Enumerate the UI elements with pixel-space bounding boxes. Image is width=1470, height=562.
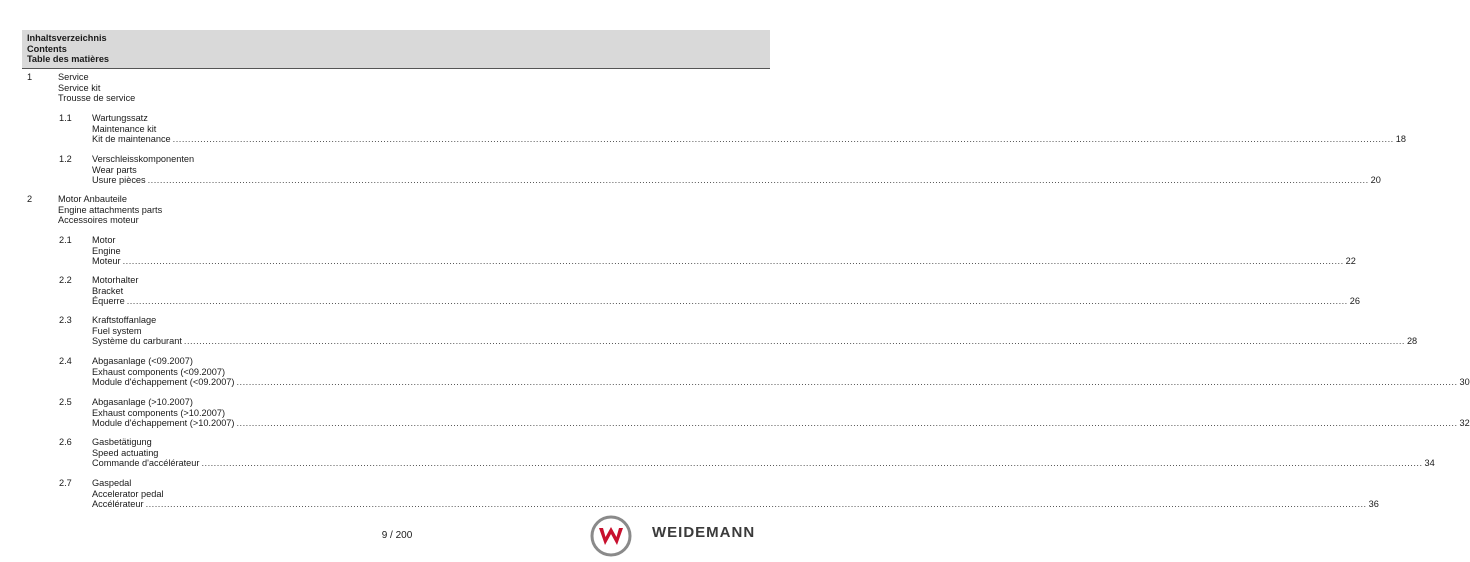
section-title-de: Service [58,72,89,82]
leader-dots: ................................................................................................................................................................................................................................................................................................................................................................................................................ [236,377,1458,387]
brand-wordmark: WEIDEMANN [652,524,756,541]
leader-dots: ................................................................................................................................................................................................................................................................................................................................................................................................................ [183,336,1405,346]
section-title-fr: Accessoires moteur [58,215,139,225]
toc-entry-link[interactable] [92,175,1381,186]
entry-title-fr: Commande d'accélérateur [92,458,200,468]
entry-page-number: 30 [1459,377,1470,387]
entry-page-number: 20 [1370,175,1381,185]
leader-dots: ................................................................................................................................................................................................................................................................................................................................................................................................................ [236,418,1458,428]
entry-title-fr: Moteur [92,256,121,266]
entry-title-fr: Usure pièces [92,175,146,185]
entry-number: 2.6 [59,437,72,447]
entry-number: 2.7 [59,478,72,488]
entry-title-en: Wear parts [92,164,137,175]
entry-page-number: 32 [1459,418,1470,428]
section-title-fr: Trousse de service [58,93,136,103]
entry-title-de: Abgasanlage (<09.2007) [92,356,193,366]
entry-title-de: Verschleisskomponenten [92,154,195,164]
entry-number: 2.3 [59,315,72,325]
toc-entry-link[interactable] [92,377,1470,388]
section-title-en: Engine attachments parts [58,204,163,215]
entry-title-fr: Équerre [92,296,125,306]
entry-title-fr: Kit de maintenance [92,134,171,144]
leader-dots: ................................................................................................................................................................................................................................................................................................................................................................................................................ [145,499,1367,509]
entry-title-de: Motor [92,235,116,245]
entry-page-number: 36 [1368,499,1379,509]
leader-dots: ................................................................................................................................................................................................................................................................................................................................................................................................................ [122,256,1344,266]
toc-entry-link[interactable] [92,256,1356,267]
entry-title-fr: Accélérateur [92,499,144,509]
toc-title-fr: Table des matières [27,54,110,64]
entry-title-en: Fuel system [92,325,142,336]
toc-entry-link[interactable] [92,134,1406,145]
section-title-en: Service kit [58,82,101,93]
entry-page-number: 28 [1406,336,1418,346]
leader-dots: ................................................................................................................................................................................................................................................................................................................................................................................................................ [172,134,1394,144]
leader-dots: ................................................................................................................................................................................................................................................................................................................................................................................................................ [201,458,1423,468]
toc-entry-link[interactable] [92,418,1470,429]
toc-entry-link[interactable] [92,336,1418,347]
entry-title-en: Engine [92,245,121,256]
entry-title-en: Bracket [92,285,124,296]
header-divider [22,68,770,69]
entry-title-en: Exhaust components (>10.2007) [92,407,226,418]
toc-header [22,30,770,68]
entry-number: 1.2 [59,154,72,164]
toc-title-en: Contents [27,43,67,54]
entry-title-fr: Système du carburant [92,336,182,346]
entry-title-en: Exhaust components (<09.2007) [92,366,226,377]
entry-title-de: Abgasanlage (>10.2007) [92,397,193,407]
entry-page-number: 18 [1395,134,1406,144]
leader-dots: ................................................................................................................................................................................................................................................................................................................................................................................................................ [126,296,1348,306]
entry-number: 2.1 [59,235,72,245]
entry-title-de: Motorhalter [92,275,139,285]
section-title-de: Motor Anbauteile [58,194,127,204]
entry-title-de: Gaspedal [92,478,132,488]
section-number: 2 [27,194,33,204]
entry-title-en: Accelerator pedal [92,488,164,499]
section-number: 1 [27,72,33,82]
entry-number: 2.5 [59,397,72,407]
toc-entry-link[interactable] [92,499,1379,510]
weidemann-w-logo-icon [590,515,632,557]
entry-page-number: 26 [1349,296,1360,306]
entry-number: 2.2 [59,275,72,285]
entry-title-fr: Module d'échappement (<09.2007) [92,377,235,387]
entry-title-en: Maintenance kit [92,123,157,134]
entry-title-de: Kraftstoffanlage [92,315,157,325]
entry-title-de: Wartungssatz [92,113,148,123]
entry-title-en: Speed actuating [92,447,159,458]
entry-title-fr: Module d'échappement (>10.2007) [92,418,235,428]
toc-entry-link[interactable] [92,296,1360,307]
entry-title-de: Gasbetätigung [92,437,152,447]
toc-title-de: Inhaltsverzeichnis [27,33,107,43]
toc-entry-link[interactable] [92,458,1435,469]
entry-page-number: 22 [1345,256,1356,266]
entry-page-number: 34 [1424,458,1435,468]
entry-number: 2.4 [59,356,72,366]
page-indicator: 9 / 200 [381,530,413,541]
leader-dots: ................................................................................................................................................................................................................................................................................................................................................................................................................ [147,175,1369,185]
entry-number: 1.1 [59,113,72,123]
